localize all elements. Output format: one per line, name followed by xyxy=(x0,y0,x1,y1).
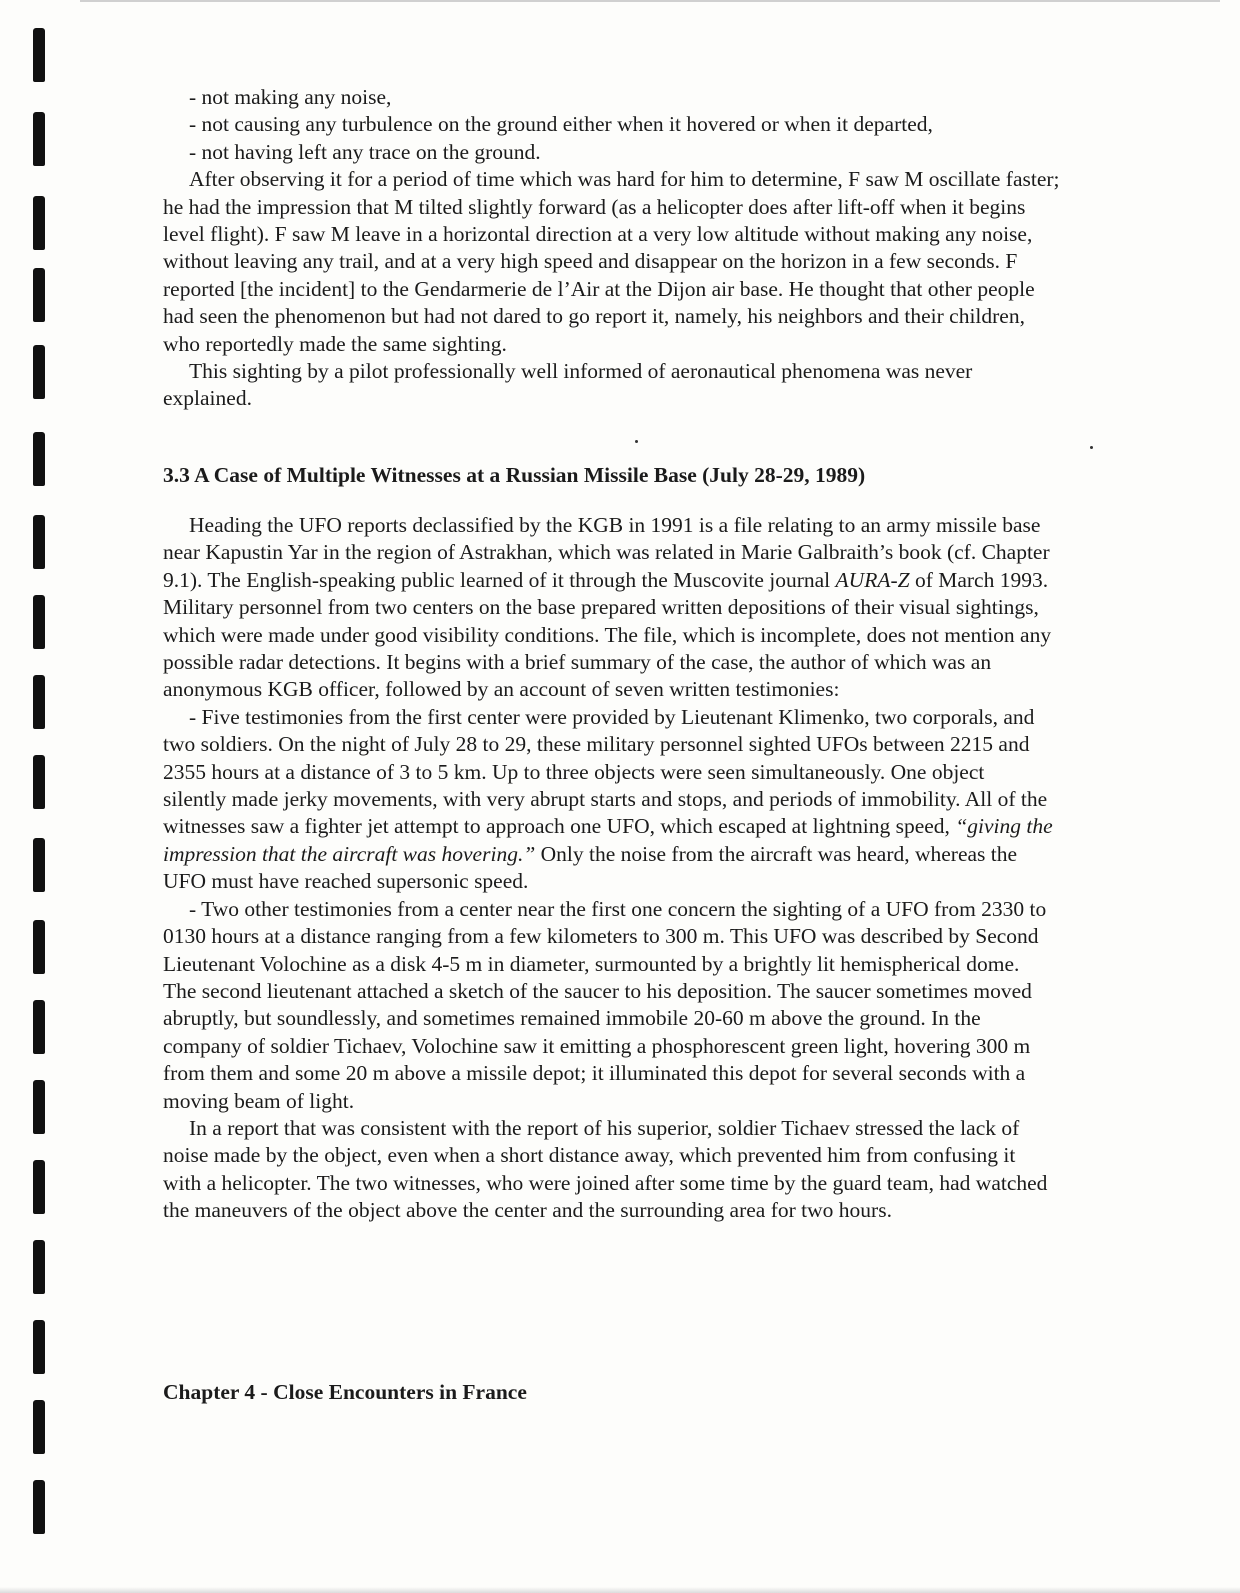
binder-hole xyxy=(33,838,45,892)
bullet-item: - not causing any turbulence on the ground either when it hovered or when it departed, xyxy=(189,112,933,137)
paragraph-text: Heading the UFO reports declassified by the KGB in 1991 is a file relating to an army missile base near Kapustin Yar in the region of Astrakhan, which was related in Marie Galbraith’s book (cf. Chapter 9.1). The English-speaking public learned of it through the Muscovite journal xyxy=(163,513,1050,592)
scan-speck xyxy=(635,440,638,443)
text-block-section xyxy=(163,512,1053,1225)
paragraph: This sighting by a pilot professionally well informed of aeronautical phenomena was never explained. xyxy=(163,359,973,411)
bullet-item: - not having left any trace on the ground. xyxy=(189,139,541,164)
scan-speck xyxy=(1090,446,1093,449)
page-bottom-edge xyxy=(0,1587,1240,1593)
paragraph-text: of March 1993. Military personnel from two centers on the base prepared written depositions of their visual sightings, which were made under good visibility conditions. The file, which is incomplete, does not mention any possible radar detections. It begins with a brief summary of the case, the author of which was an anonymous KGB officer, followed by an account of seven written testimonies: xyxy=(163,567,1052,702)
binder-hole xyxy=(33,1160,45,1214)
binder-hole xyxy=(33,28,45,82)
paragraph: After observing it for a period of time which was hard for him to determine, F saw M oscillate faster; he had the impression that M tilted slightly forward (as a helicopter does after lift-off when it begins level flight). F saw M leave in a horizontal direction at a very low altitude without making any noise, without leaving any trail, and at a very high speed and disappear on the horizon in a few seconds. F reported [the incident] to the Gendarmerie de l’Air at the Dijon air base. He thought that other people had seen the phenomenon but had not dared to go report it, namely, his neighbors and their children, who reportedly made the same sighting. xyxy=(163,167,1060,356)
text-block-top xyxy=(163,84,1063,413)
quote: “giving the impression that the aircraft was hovering.” xyxy=(163,814,1053,866)
binder-hole xyxy=(33,675,45,729)
bullet-item: - not making any noise, xyxy=(189,85,392,109)
binder-hole xyxy=(33,595,45,649)
binder-hole xyxy=(33,268,45,322)
paragraph xyxy=(163,512,1053,704)
paragraph xyxy=(163,704,1053,896)
paragraph: - Two other testimonies from a center near the first one concern the sighting of a UFO from 2330 to 0130 hours at a distance ranging from a few kilometers to 300 m. This UFO was described by Second Lieutenant Volochine as a disk 4-5 m in diameter, surmounted by a brightly lit hemispherical dome. The second lieutenant attached a sketch of the saucer to his deposition. The saucer sometimes moved abruptly, but soundlessly, and sometimes remained immobile 20-60 m above the ground. In the company of soldier Tichaev, Volochine saw it emitting a phosphorescent green light, hovering 300 m from them and some 20 m above a missile depot; it illuminated this depot for several seconds with a moving beam of light. xyxy=(163,896,1047,1113)
binder-hole xyxy=(33,112,45,166)
page-top-edge xyxy=(80,0,1220,2)
binder-hole xyxy=(33,755,45,809)
paragraph: In a report that was consistent with the report of his superior, soldier Tichaev stressed the lack of noise made by the object, even when a short distance away, which prevented him from confusing it with a helicopter. The two witnesses, who were joined after some time by the guard team, had watched the maneuvers of the object above the center and the surrounding area for two hours. xyxy=(163,1115,1048,1223)
binder-hole xyxy=(33,1400,45,1454)
binder-hole xyxy=(33,345,45,399)
binder-hole xyxy=(33,1000,45,1054)
section-heading: 3.3 A Case of Multiple Witnesses at a Russian Missile Base (July 28-29, 1989) xyxy=(163,463,866,487)
binder-hole xyxy=(33,432,45,486)
binder-hole xyxy=(33,196,45,250)
paragraph-text: - Five testimonies from the first center were provided by Lieutenant Klimenko, two corporals, and two soldiers. On the night of July 28 to 29, these military personnel sighted UFOs between 2215 and 2355 hours at a distance of 3 to 5 km. Up to three objects were seen simultaneously. One object silently made jerky movements, with very abrupt starts and stops, and periods of immobility. All of the witnesses saw a fighter jet attempt to approach one UFO, which escaped at lightning speed, xyxy=(163,704,1048,839)
binder-hole xyxy=(33,1240,45,1294)
paragraph-text: Only the noise from the aircraft was heard, whereas the UFO must have reached supersonic speed. xyxy=(163,841,1018,894)
journal-title: AURA-Z xyxy=(835,567,910,592)
chapter-heading: Chapter 4 - Close Encounters in France xyxy=(163,1380,527,1404)
binder-hole xyxy=(33,515,45,569)
binder-hole xyxy=(33,1320,45,1374)
binder-hole xyxy=(33,1080,45,1134)
binder-hole xyxy=(33,920,45,974)
binder-hole xyxy=(33,1480,45,1534)
